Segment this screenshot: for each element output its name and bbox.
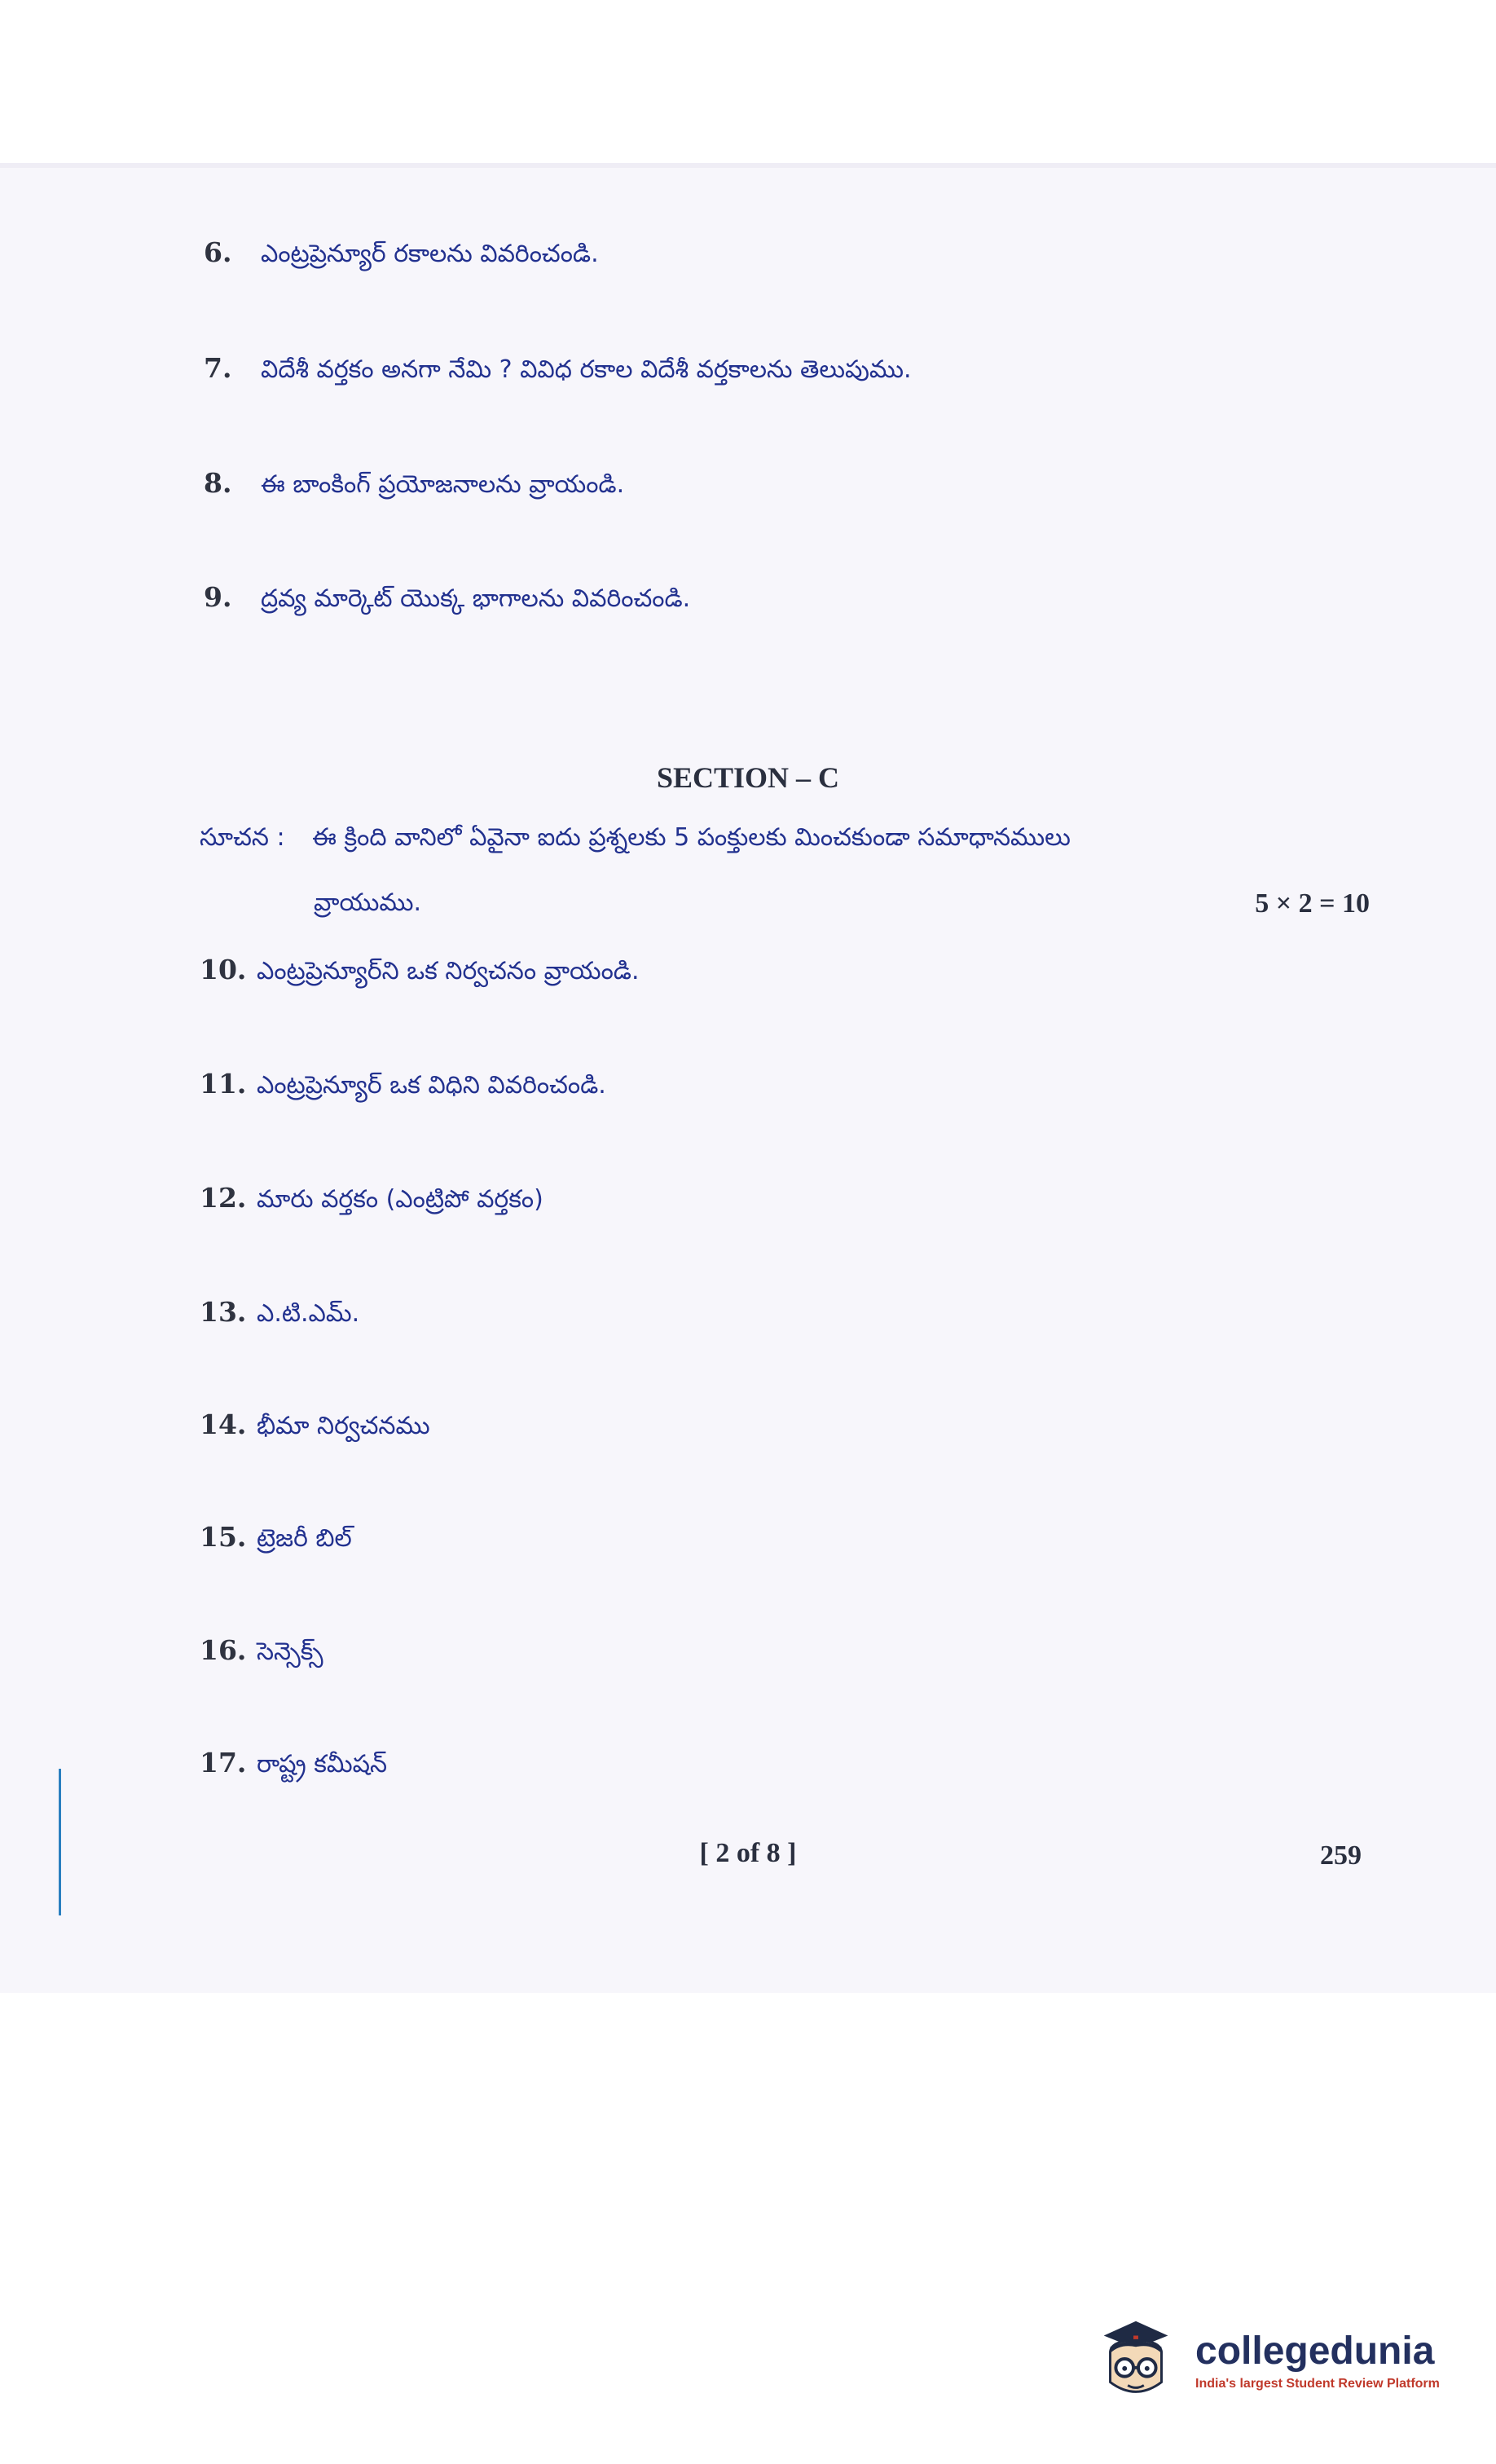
question-number: 14.: [200, 1408, 247, 1440]
question-text: ట్రెజరీ బిల్: [257, 1524, 352, 1553]
question-number: 6.: [204, 236, 232, 268]
question-number: 15.: [200, 1521, 247, 1553]
brand-name: collegedunia: [1195, 2329, 1435, 2373]
brand-tagline: India's largest Student Review Platform: [1195, 2376, 1440, 2391]
question-text: విదేశీ వర్తకం అనగా నేమి ? వివిధ రకాల విదేశీ వర్తకాలను తెలుపుము.: [261, 355, 912, 384]
question-10: [200, 954, 640, 991]
section-marks: 5 × 2 = 10: [1255, 888, 1370, 919]
question-text: ఎంట్రప్రెన్యూర్‌ని ఒక నిర్వచనం వ్రాయండి.: [257, 957, 640, 985]
question-text: రాష్ట్ర కమీషన్: [257, 1750, 388, 1779]
question-text: భీమా నిర్వచనము: [257, 1412, 430, 1440]
question-13: [200, 1296, 359, 1333]
question-text: ఎ.టి.ఎమ్.: [257, 1299, 360, 1328]
question-17: [200, 1747, 387, 1784]
question-12: [200, 1182, 543, 1219]
question-text: ఈ బాంకింగ్ ప్రయోజనాలను వ్రాయండి.: [261, 470, 625, 499]
question-number: 17.: [200, 1747, 247, 1779]
question-7: [204, 352, 912, 390]
question-text: ఎంట్రప్రెన్యూర్ రకాలను వివరించండి.: [261, 240, 599, 268]
question-text: సెన్సెక్స్: [257, 1638, 323, 1666]
question-number: 9.: [204, 581, 232, 613]
question-text: మారు వర్తకం (ఎంట్రిపో వర్తకం): [257, 1185, 543, 1214]
question-number: 12.: [200, 1182, 247, 1214]
question-number: 10.: [200, 954, 247, 985]
question-8: [204, 467, 624, 505]
question-number: 16.: [200, 1634, 247, 1666]
collegedunia-logo[interactable]: [1088, 2307, 1446, 2413]
question-6: [204, 236, 599, 274]
paper-code: 259: [1320, 1840, 1362, 1871]
question-number: 7.: [204, 352, 232, 384]
question-text: ఎంట్రప్రెన్యూర్ ఒక విధిని వివరించండి.: [257, 1071, 606, 1100]
brand-text: [1195, 2329, 1440, 2391]
instruction-line-1: ఈ క్రింది వానిలో ఏవైనా ఐదు ప్రశ్నలకు 5 పంక్తులకు మించకుండా సమాధానములు: [312, 823, 1071, 852]
question-16: [200, 1634, 323, 1672]
question-15: [200, 1521, 352, 1558]
page-indicator: [ 2 of 8 ]: [699, 1838, 797, 1868]
scan-top-edge: [0, 163, 1496, 168]
question-number: 8.: [204, 467, 232, 499]
question-11: [200, 1068, 606, 1105]
mascot-icon: [1088, 2312, 1184, 2408]
question-number: 11.: [200, 1068, 247, 1100]
question-text: ద్రవ్య మార్కెట్ యొక్క భాగాలను వివరించండి.: [261, 584, 691, 613]
question-14: [200, 1408, 430, 1446]
question-9: [204, 581, 690, 619]
instruction-label: సూచన :: [200, 823, 285, 852]
question-number: 13.: [200, 1296, 247, 1328]
instruction-line-2: వ్రాయుము.: [314, 888, 422, 917]
section-title: SECTION – C: [656, 761, 840, 794]
